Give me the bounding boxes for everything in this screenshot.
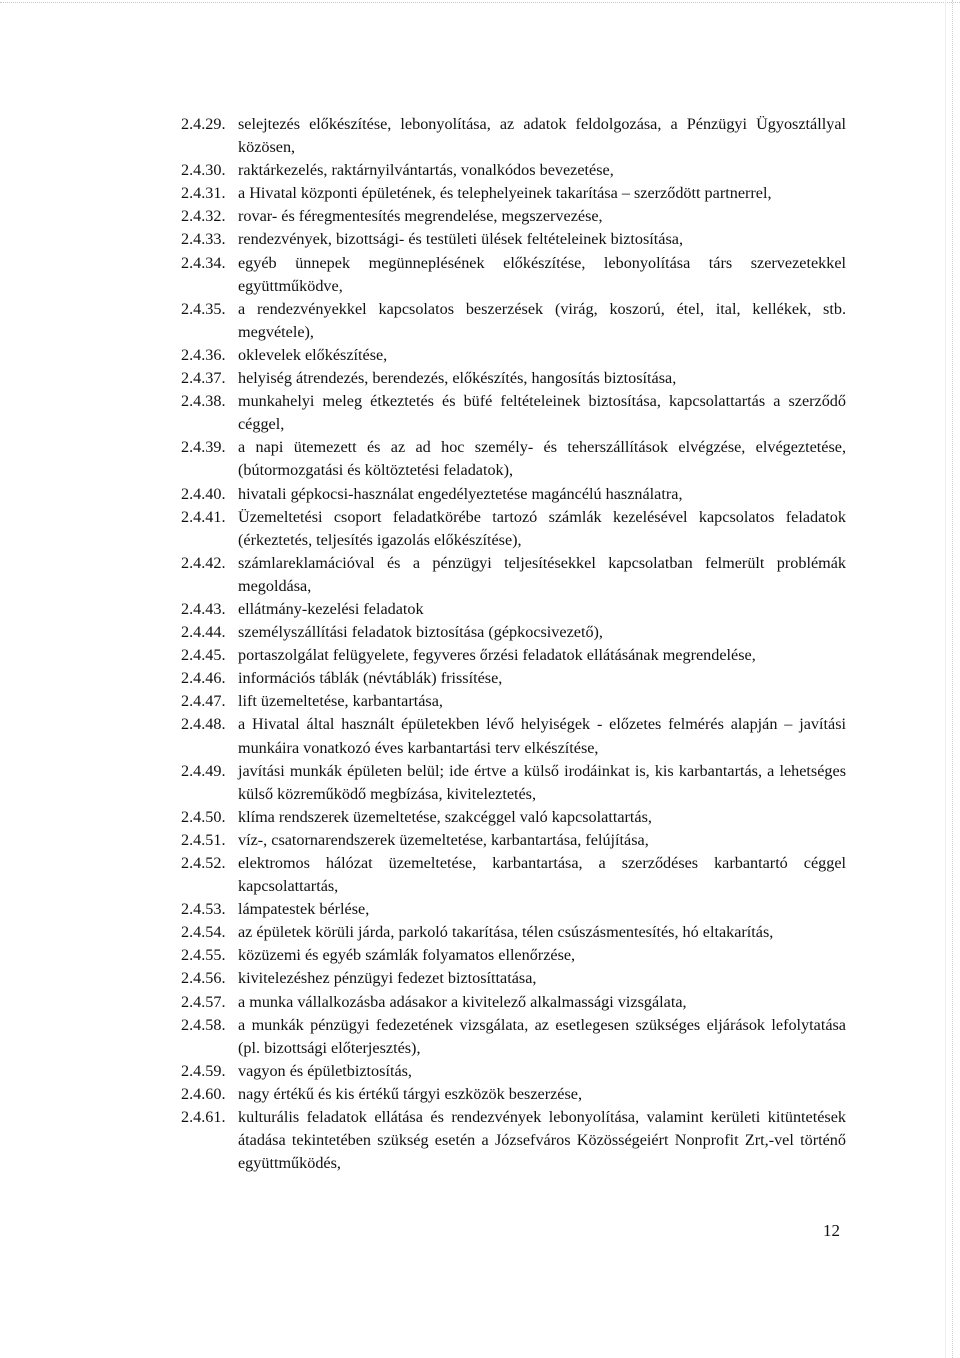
item-number: 2.4.57.	[181, 992, 226, 1011]
item-text: lift üzemeltetése, karbantartása,	[238, 692, 443, 711]
item-number: 2.4.49.	[181, 761, 226, 780]
list-item	[181, 898, 846, 921]
item-number: 2.4.39.	[181, 438, 226, 457]
item-text: nagy értékű és kis értékű tárgyi eszközök beszerzése,	[238, 1084, 582, 1103]
item-number: 2.4.46.	[181, 669, 226, 688]
list-item	[181, 921, 846, 944]
list-item	[181, 159, 846, 182]
item-number: 2.4.56.	[181, 969, 226, 988]
item-text: a munka vállalkozásba adásakor a kivitelező alkalmassági vizsgálata,	[238, 992, 687, 1011]
list-item	[181, 621, 846, 644]
list-item	[181, 667, 846, 690]
item-text: a rendezvényekkel kapcsolatos beszerzések (virág, koszorú, étel, ital, kellékek, stb. megvétele),	[238, 299, 846, 341]
item-number: 2.4.32.	[181, 207, 226, 226]
duties-list	[181, 113, 846, 1175]
list-item	[181, 760, 846, 806]
list-item	[181, 829, 846, 852]
item-number: 2.4.44.	[181, 623, 226, 642]
list-item	[181, 944, 846, 967]
item-number: 2.4.55.	[181, 946, 226, 965]
item-number: 2.4.34.	[181, 253, 226, 272]
item-text: elektromos hálózat üzemeltetése, karbantartása, a szerződéses karbantartó céggel kapcsolattartás,	[238, 854, 846, 896]
item-number: 2.4.42.	[181, 553, 226, 572]
item-text: számlareklamációval és a pénzügyi teljesítésekkel kapcsolatban felmerült problémák megoldása,	[238, 553, 846, 595]
list-item	[181, 1014, 846, 1060]
item-text: kivitelezéshez pénzügyi fedezet biztosíttatása,	[238, 969, 537, 988]
item-number: 2.4.33.	[181, 230, 226, 249]
item-number: 2.4.35.	[181, 299, 226, 318]
list-item	[181, 806, 846, 829]
item-text: hivatali gépkocsi-használat engedélyeztetése magáncélú használatra,	[238, 484, 683, 503]
item-number: 2.4.53.	[181, 900, 226, 919]
item-text: közüzemi és egyéb számlák folyamatos ellenőrzése,	[238, 946, 576, 965]
list-item	[181, 436, 846, 482]
item-number: 2.4.54.	[181, 923, 226, 942]
item-number: 2.4.29.	[181, 115, 226, 133]
item-number: 2.4.41.	[181, 507, 226, 526]
item-text: javítási munkák épületen belül; ide értve a külső irodáinkat is, kis karbantartás, a lehetséges külső közreműködő megbízása, kiviteleztetés,	[238, 761, 846, 803]
item-text: vagyon és épületbiztosítás,	[238, 1061, 412, 1080]
item-number: 2.4.48.	[181, 715, 226, 734]
item-number: 2.4.31.	[181, 184, 226, 203]
list-item	[181, 252, 846, 298]
item-number: 2.4.51.	[181, 830, 226, 849]
item-text: rovar- és féregmentesítés megrendelése, megszervezése,	[238, 207, 603, 226]
list-item	[181, 506, 846, 552]
item-text: klíma rendszerek üzemeltetése, szakcéggel való kapcsolattartás,	[238, 807, 652, 826]
list-item	[181, 598, 846, 621]
item-text: személyszállítási feladatok biztosítása (gépkocsivezető),	[238, 623, 603, 642]
item-text: a Hivatal központi épületének, és telephelyeinek takarítása – szerződött partnerrel,	[238, 184, 772, 203]
list-item	[181, 852, 846, 898]
list-item	[181, 1083, 846, 1106]
scan-edge-shadow	[945, 0, 946, 1358]
item-number: 2.4.59.	[181, 1061, 226, 1080]
item-number: 2.4.30.	[181, 161, 226, 180]
item-text: az épületek körüli járda, parkoló takarítása, télen csúszásmentesítés, hó eltakarítás,	[238, 923, 774, 942]
item-number: 2.4.61.	[181, 1108, 226, 1127]
list-item	[181, 483, 846, 506]
item-number: 2.4.45.	[181, 646, 226, 665]
list-item	[181, 1060, 846, 1083]
item-number: 2.4.50.	[181, 807, 226, 826]
item-text: a Hivatal által használt épületekben lévő helyiségek - előzetes felmérés alapján – javítási munkáira vonatkozó éves karbantartási terv elkészítése,	[238, 715, 846, 757]
list-item	[181, 113, 846, 159]
list-item	[181, 713, 846, 759]
item-number: 2.4.47.	[181, 692, 226, 711]
item-text: rendezvények, bizottsági- és testületi ülések feltételeinek biztosítása,	[238, 230, 683, 249]
item-text: munkahelyi meleg étkeztetés és büfé feltételeinek biztosítása, kapcsolattartás a szerződő céggel,	[238, 392, 846, 434]
item-text: raktárkezelés, raktárnyilvántartás, vonalkódos bevezetése,	[238, 161, 614, 180]
list-item	[181, 690, 846, 713]
item-number: 2.4.43.	[181, 599, 226, 618]
list-item	[181, 367, 846, 390]
list-item	[181, 182, 846, 205]
list-item	[181, 1106, 846, 1175]
item-number: 2.4.52.	[181, 854, 226, 872]
list-item	[181, 991, 846, 1014]
item-number: 2.4.38.	[181, 392, 226, 411]
item-number: 2.4.40.	[181, 484, 226, 503]
item-text: lámpatestek bérlése,	[238, 900, 370, 919]
item-text: kulturális feladatok ellátása és rendezvények lebonyolítása, valamint kerületi kitüntetések átadása tekintetében szükség esetén a Józsefváros Közösségeiért Nonprofit Zrt,-vel történő együttműködés,	[238, 1108, 846, 1173]
list-item	[181, 644, 846, 667]
item-text: helyiség átrendezés, berendezés, előkészítés, hangosítás biztosítása,	[238, 369, 677, 388]
list-item	[181, 228, 846, 251]
list-item	[181, 390, 846, 436]
item-text: a munkák pénzügyi fedezetének vizsgálata, az esetlegesen szükséges eljárások lefolytatása (pl. bizottsági előterjesztés),	[238, 1015, 846, 1057]
scan-edge-top	[0, 2, 960, 4]
item-text: víz-, csatornarendszerek üzemeltetése, karbantartása, felújítása,	[238, 830, 649, 849]
item-text: ellátmány-kezelési feladatok	[238, 599, 424, 618]
list-item	[181, 344, 846, 367]
item-number: 2.4.37.	[181, 369, 226, 388]
item-text: Üzemeltetési csoport feladatkörébe tartozó számlák kezelésével kapcsolatos feladatok (érkeztetés, teljesítés igazolás előkészítése),	[238, 507, 846, 549]
list-item	[181, 967, 846, 990]
item-text: információs táblák (névtáblák) frissítése,	[238, 669, 503, 688]
item-text: oklevelek előkészítése,	[238, 345, 388, 364]
item-text: portaszolgálat felügyelete, fegyveres őrzési feladatok ellátásának megrendelése,	[238, 646, 756, 665]
item-text: egyéb ünnepek megünneplésének előkészítése, lebonyolítása társ szervezetekkel együttműködve,	[238, 253, 846, 295]
item-number: 2.4.60.	[181, 1084, 226, 1103]
page-number: 12	[823, 1221, 840, 1240]
item-number: 2.4.36.	[181, 345, 226, 364]
list-item	[181, 552, 846, 598]
list-item	[181, 298, 846, 344]
item-text: selejtezés előkészítése, lebonyolítása, az adatok feldolgozása, a Pénzügyi Ügyosztállyal közösen,	[238, 115, 846, 157]
item-text: a napi ütemezett és az ad hoc személy- és teherszállítások elvégzése, elvégeztetése, (bútormozgatási és költöztetési feladatok),	[238, 438, 846, 480]
list-item	[181, 205, 846, 228]
scan-edge-right	[952, 0, 954, 1358]
item-number: 2.4.58.	[181, 1015, 226, 1034]
